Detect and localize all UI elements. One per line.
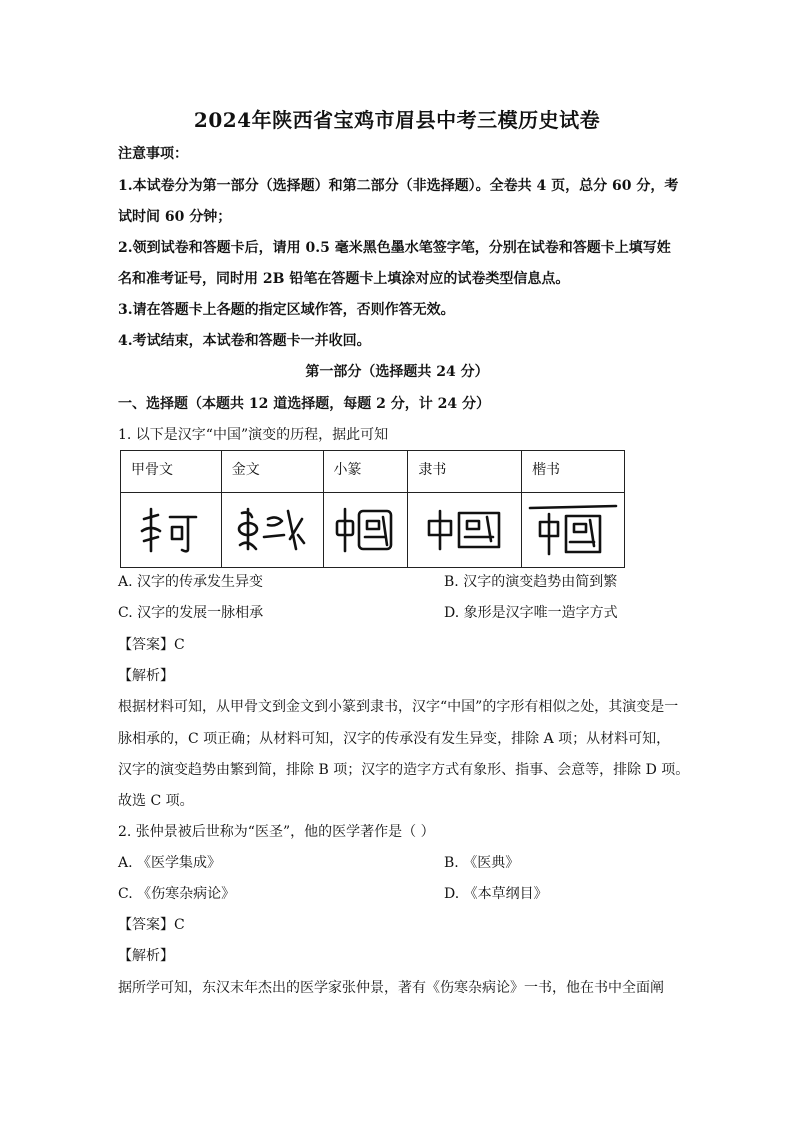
section-1-heading: 一、选择题（本题共 12 道选择题，每题 2 分，计 24 分）: [118, 396, 490, 412]
question-1-analysis-line-3: 汉字的演变趋势由繁到简，排除 B 项；汉字的造字方式有象形、指事、会意等，排除 D 项。: [118, 762, 690, 778]
clerical-glyph-cell: [408, 493, 522, 568]
note-1-line-1: 1.本试卷分为第一部分（选择题）和第二部分（非选择题）。全卷共 4 页，总分 60 分，考: [118, 178, 679, 194]
question-2-option-a: A. 《医学集成》: [118, 855, 222, 871]
question-2-analysis-line-1: 据所学可知，东汉末年杰出的医学家张仲景，著有《伤寒杂病论》一书，他在书中全面阐: [118, 980, 664, 996]
table-header-bronze: 金文: [221, 451, 323, 493]
question-2-analysis-label: 【解析】: [118, 948, 174, 964]
question-1-analysis-line-4: 故选 C 项。: [118, 793, 194, 809]
table-header-oracle: 甲骨文: [121, 451, 222, 493]
notes-heading: 注意事项：: [118, 146, 188, 162]
note-2-line-2: 名和准考证号，同时用 2B 铅笔在答题卡上填涂对应的试卷类型信息点。: [118, 271, 570, 287]
note-3: 3.请在答题卡上各题的指定区域作答，否则作答无效。: [118, 302, 455, 318]
question-1-analysis-line-1: 根据材料可知，从甲骨文到金文到小篆到隶书，汉字“中国”的字形有相似之处，其演变是一: [118, 699, 679, 715]
regular-script-glyph-image: [528, 502, 618, 558]
question-1-option-a: A. 汉字的传承发生异变: [118, 574, 264, 590]
bronze-glyph-image: [232, 505, 312, 555]
question-1-analysis-label: 【解析】: [118, 668, 174, 684]
question-1-option-c: C. 汉字的发展一脉相承: [118, 605, 264, 621]
question-1-option-d: D. 象形是汉字唯一造字方式: [444, 605, 618, 621]
note-2-line-1: 2.领到试卷和答题卡后，请用 0.5 毫米黑色墨水笔签字笔，分别在试卷和答题卡上填写姓: [118, 240, 671, 256]
part-1-heading: 第一部分（选择题共 24 分）: [305, 364, 489, 380]
question-2-stem: 2. 张仲景被后世称为“医圣”，他的医学著作是（ ）: [118, 824, 435, 840]
question-1-answer: 【答案】C: [118, 637, 185, 653]
question-2-option-c: C. 《伤寒杂病论》: [118, 886, 236, 902]
small-seal-glyph-cell: [323, 493, 408, 568]
question-1-option-b: B. 汉字的演变趋势由简到繁: [444, 574, 618, 590]
oracle-bone-glyph-cell: [121, 493, 222, 568]
regular-script-glyph-cell: [522, 493, 625, 568]
clerical-glyph-image: [425, 507, 505, 553]
bronze-glyph-cell: [221, 493, 323, 568]
table-header-regular: 楷书: [522, 451, 625, 493]
character-evolution-table: [120, 450, 625, 568]
note-1-line-2: 试时间 60 分钟；: [118, 209, 232, 225]
page-title: 2024年陕西省宝鸡市眉县中考三模历史试卷: [193, 108, 601, 132]
question-2-option-b: B. 《医典》: [444, 855, 520, 871]
small-seal-glyph-image: [333, 505, 397, 555]
question-2-answer: 【答案】C: [118, 917, 185, 933]
table-header-clerical: 隶书: [408, 451, 522, 493]
question-1-stem: 1. 以下是汉字“中国”演变的历程，据此可知: [118, 427, 389, 443]
oracle-bone-glyph-image: [136, 505, 206, 555]
table-header-small-seal: 小篆: [323, 451, 408, 493]
question-2-option-d: D. 《本草纲目》: [444, 886, 548, 902]
note-4: 4.考试结束，本试卷和答题卡一并收回。: [118, 333, 371, 349]
question-1-analysis-line-2: 脉相承的，C 项正确；从材料可知，汉字的传承没有发生异变，排除 A 项；从材料可知，: [118, 731, 671, 747]
